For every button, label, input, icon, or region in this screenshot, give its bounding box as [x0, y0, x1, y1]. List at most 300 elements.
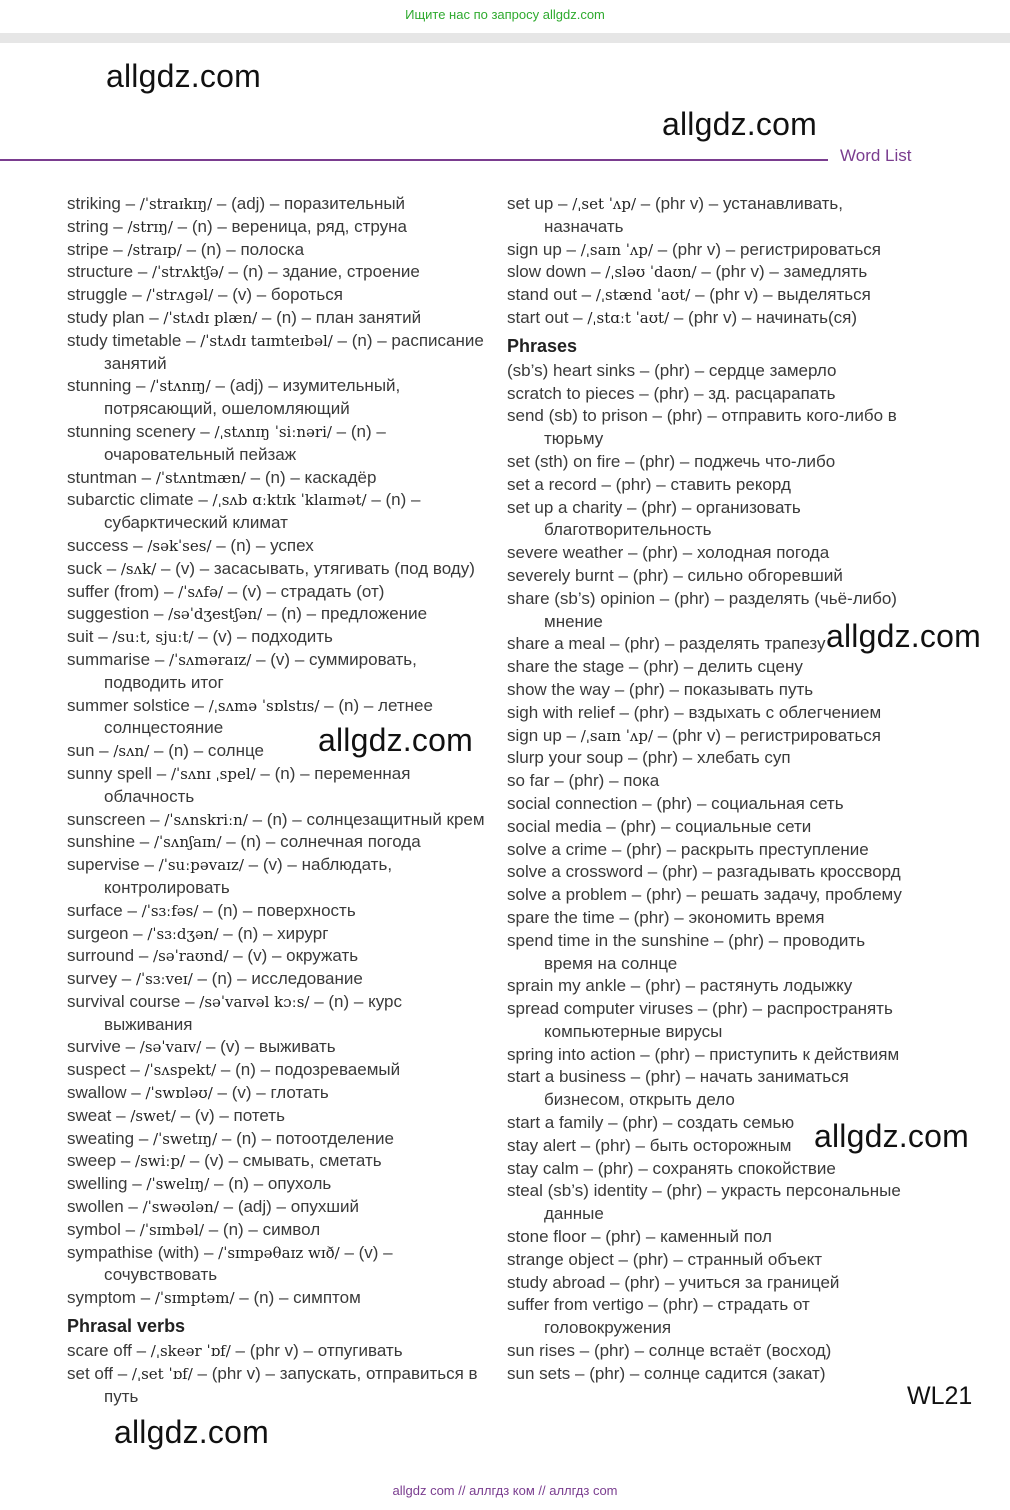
- entry-part-of-speech: (phr): [642, 748, 679, 768]
- list-item: severe weather – (phr) – холодная погода: [507, 543, 830, 563]
- entry-translation: здание, строение: [282, 262, 420, 282]
- entry-word: suggestion: [67, 604, 150, 624]
- entry-word: sweep: [67, 1151, 117, 1171]
- entry-word: start out: [507, 307, 569, 327]
- entry-part-of-speech: (n): [350, 421, 372, 441]
- entry-word: study timetable: [67, 330, 182, 350]
- entry-translation: делить сцену: [697, 657, 803, 677]
- entry-translation: устанавливать, назначать: [544, 194, 844, 236]
- entry-transcription: /ˈsʌməraɪz/: [169, 650, 252, 669]
- watermark: allgdz.com: [318, 722, 473, 758]
- entry-word: start a family: [507, 1113, 604, 1133]
- entry-word: swallow: [67, 1083, 127, 1103]
- entry-word: spring into action: [507, 1044, 636, 1064]
- entry-part-of-speech: (phr): [594, 1135, 631, 1155]
- entry-transcription: /ˈsʌnɪ ˌspel/: [170, 764, 256, 783]
- entry-translation: солнцезащитный крем: [306, 809, 485, 829]
- entry-transcription: /ˈsɪmpəθaɪz wɪð/: [218, 1243, 340, 1262]
- entry-part-of-speech: (phr): [666, 406, 703, 426]
- entry-translation: проводить время на солнце: [544, 930, 866, 973]
- entry-transcription: /ˈswɒləʊ/: [145, 1084, 213, 1103]
- list-item: survival course – /səˈvaɪvəl kɔːs/ – (n) – курс выживания: [67, 991, 402, 1034]
- list-item: stand out – /ˌstænd ˈaʊt/ – (phr v) – выделяться: [507, 285, 871, 305]
- entry-word: solve a crime: [507, 839, 608, 859]
- entry-word: scratch to pieces: [507, 383, 635, 403]
- entry-translation: запускать, отправиться в путь: [104, 1363, 478, 1406]
- entry-translation: вереница, ряд, струна: [231, 216, 408, 236]
- list-item: steal (sb’s) identity – (phr) – украсть персональные данные: [507, 1181, 901, 1224]
- entry-part-of-speech: (v): [194, 1105, 215, 1125]
- entry-translation: распространять компьютерные вирусы: [544, 999, 893, 1041]
- list-item: structure – /ˈstrʌktʃə/ – (n) – здание, строение: [67, 262, 420, 282]
- entry-part-of-speech: (phr): [645, 885, 682, 905]
- entry-part-of-speech: (n): [253, 1288, 275, 1308]
- entry-translation: быть осторожным: [649, 1135, 792, 1155]
- phrasal-verbs-list: [67, 1340, 487, 1408]
- entry-translation: замедлять: [783, 262, 868, 282]
- entry-word: severely burnt: [507, 565, 614, 585]
- entry-translation: поверхность: [257, 900, 356, 920]
- entry-part-of-speech: (n): [242, 262, 264, 282]
- entry-translation: солнце садится (закат): [644, 1363, 826, 1383]
- entry-part-of-speech: (n): [235, 1060, 256, 1080]
- entry-part-of-speech: (phr): [728, 930, 765, 950]
- list-item: suspect – /ˈsʌspekt/ – (n) – подозреваемый: [67, 1060, 401, 1080]
- entry-transcription: /swet/: [130, 1106, 176, 1125]
- entry-part-of-speech: (phr): [654, 1044, 691, 1064]
- list-item: sunscreen – /ˈsʌnskriːn/ – (n) – солнцезащитный крем: [67, 809, 485, 829]
- entry-translation: сохранять спокойствие: [652, 1158, 836, 1178]
- list-item: spring into action – (phr) – приступить к действиям: [507, 1044, 900, 1064]
- entry-word: sign up: [507, 239, 562, 259]
- entry-transcription: /ˈstʌdɪ taɪmteɪbəl/: [200, 331, 333, 350]
- list-item: spread computer viruses – (phr) – распространять компьютерные вирусы: [507, 999, 893, 1041]
- list-item: slurp your soup – (phr) – хлебать суп: [507, 748, 791, 768]
- entry-translation: полоска: [240, 239, 305, 259]
- list-item: sigh with relief – (phr) – вздыхать с облегчением: [507, 702, 882, 722]
- entry-word: share the stage: [507, 657, 625, 677]
- entry-part-of-speech: (v): [358, 1242, 379, 1262]
- footer-links[interactable]: allgdz com // аллгдз ком // аллгдз com: [392, 1483, 618, 1498]
- entry-part-of-speech: (phr): [644, 976, 681, 996]
- entry-word: share (sb’s) opinion: [507, 588, 656, 608]
- entry-transcription: /səˈvaɪv/: [139, 1038, 202, 1057]
- entry-translation: пока: [623, 771, 660, 791]
- entry-part-of-speech: (phr): [662, 1295, 699, 1315]
- list-item: set a record – (phr) – ставить рекорд: [507, 474, 791, 494]
- phrases-heading: Phrases: [507, 335, 578, 356]
- entry-part-of-speech: (phr): [622, 1113, 659, 1133]
- entry-part-of-speech: (adj): [229, 376, 264, 396]
- section-title: Word List: [840, 146, 912, 165]
- entry-part-of-speech: (n): [240, 832, 262, 852]
- entry-translation: начинать(ся): [756, 307, 858, 327]
- list-item: sweep – /swiːp/ – (v) – смывать, сметать: [67, 1151, 382, 1171]
- list-item: swollen – /ˈswəʊlən/ – (adj) – опухший: [67, 1197, 360, 1217]
- entry-word: scare off: [67, 1341, 132, 1361]
- entry-translation: разделять (чьё-либо) мнение: [544, 588, 897, 631]
- list-item: set up a charity – (phr) – организовать благотворительность: [507, 497, 801, 540]
- entry-translation: подозреваемый: [274, 1060, 401, 1080]
- list-item: sun sets – (phr) – солнце садится (закат): [507, 1363, 826, 1383]
- entry-transcription: /ˌsʌb ɑːktɪk ˈklaɪmət/: [212, 491, 367, 510]
- list-item: sun – /sʌn/ – (n) – солнце: [67, 741, 264, 761]
- entry-part-of-speech: (phr v): [709, 285, 759, 305]
- watermark: allgdz.com: [826, 618, 981, 654]
- entry-translation: сердце замерло: [708, 360, 837, 380]
- entry-word: supervise: [67, 855, 140, 875]
- entry-translation: летнее солнцестояние: [104, 695, 433, 738]
- entry-translation: разгадывать кроссворд: [716, 862, 901, 882]
- entry-translation: сильно обгоревший: [687, 565, 843, 585]
- entry-transcription: /ˌsləʊ ˈdaʊn/: [605, 263, 697, 282]
- entry-translation: ставить рекорд: [670, 474, 791, 494]
- entry-translation: наблюдать, контролировать: [104, 855, 393, 897]
- entry-part-of-speech: (n): [385, 490, 407, 510]
- entry-part-of-speech: (phr): [712, 999, 748, 1019]
- entry-transcription: /ˈswelɪŋ/: [146, 1175, 210, 1194]
- list-item: survey – /ˈsɜːveɪ/ – (n) – исследование: [67, 969, 363, 989]
- entry-transcription: /ˈstʌntmæn/: [155, 468, 246, 487]
- list-item: scare off – /ˌskeər ˈɒf/ – (phr v) – отпугивать: [67, 1341, 403, 1361]
- entry-transcription: /ˈstʌnɪŋ/: [150, 377, 211, 396]
- entry-transcription: /ˌstʌnɪŋ ˈsiːnəri/: [214, 422, 332, 441]
- entry-transcription: /ˈsɪmptəm/: [154, 1289, 235, 1308]
- entry-word: solve a crossword: [507, 862, 644, 882]
- entry-translation: зд. расцарапать: [708, 383, 836, 403]
- right-column: [507, 193, 917, 1386]
- entry-part-of-speech: (phr): [589, 1363, 626, 1383]
- entry-word: send (sb) to prison: [507, 406, 648, 426]
- entry-word: structure: [67, 262, 134, 282]
- list-item: solve a crime – (phr) – раскрыть преступление: [507, 839, 869, 859]
- entry-translation: потоотделение: [275, 1128, 394, 1148]
- list-item: set off – /ˌset ˈɒf/ – (phr v) – запускать, отправиться в путь: [67, 1363, 478, 1406]
- list-item: sun rises – (phr) – солнце встаёт (восход): [507, 1341, 832, 1361]
- list-item: sprain my ankle – (phr) – растянуть лодыжку: [507, 976, 853, 996]
- entry-word: suffer from vertigo: [507, 1295, 644, 1315]
- entry-transcription: /ˈsʌnʃaɪn/: [153, 833, 222, 852]
- entry-part-of-speech: (v): [247, 946, 268, 966]
- entry-transcription: /strɪŋ/: [127, 217, 173, 236]
- entry-transcription: /straɪp/: [127, 240, 182, 259]
- entry-part-of-speech: (n): [276, 307, 297, 327]
- entry-transcription: /səˈvaɪvəl kɔːs/: [199, 992, 310, 1011]
- list-item: sympathise (with) – /ˈsɪmpəθaɪz wɪð/ – (v) – сочувствовать: [67, 1242, 393, 1285]
- entry-part-of-speech: (v): [212, 627, 233, 647]
- entry-translation: регистрироваться: [739, 239, 882, 259]
- entry-word: set up a charity: [507, 497, 623, 517]
- entry-part-of-speech: (phr): [624, 1272, 661, 1292]
- entry-part-of-speech: (phr): [653, 383, 690, 403]
- entry-part-of-speech: (phr): [643, 657, 680, 677]
- list-item: slow down – /ˌsləʊ ˈdaʊn/ – (phr v) – замедлять: [507, 262, 868, 282]
- entry-transcription: /ˈstʌdɪ plæn/: [163, 308, 258, 327]
- entry-word: start a business: [507, 1067, 627, 1087]
- entry-part-of-speech: (n): [168, 741, 189, 761]
- entry-part-of-speech: (adj): [231, 194, 266, 213]
- list-item: solve a crossword – (phr) – разгадывать кроссворд: [507, 862, 901, 882]
- entry-word: study plan: [67, 307, 145, 327]
- entry-word: slurp your soup: [507, 748, 624, 768]
- entry-part-of-speech: (n): [230, 535, 252, 555]
- entry-transcription: /səkˈses/: [147, 536, 212, 555]
- entry-translation: симптом: [293, 1288, 361, 1308]
- entry-part-of-speech: (v): [241, 581, 262, 601]
- entry-translation: отпугивать: [317, 1341, 403, 1361]
- entry-word: sunny spell: [67, 763, 153, 783]
- entry-part-of-speech: (n): [266, 809, 288, 829]
- entry-translation: потеть: [233, 1105, 285, 1125]
- entry-part-of-speech: (phr v): [715, 262, 765, 282]
- entry-translation: глотать: [270, 1083, 329, 1103]
- entry-word: social connection: [507, 793, 638, 813]
- left-column: [67, 193, 487, 1408]
- list-item: symptom – /ˈsɪmptəm/ – (n) – симптом: [67, 1288, 361, 1308]
- header-rule: [0, 159, 828, 161]
- entry-word: string: [67, 216, 109, 236]
- entry-word: summer solstice: [67, 695, 190, 715]
- list-item: stay calm – (phr) – сохранять спокойствие: [507, 1158, 836, 1178]
- entry-part-of-speech: (n): [338, 695, 360, 715]
- entry-word: social media: [507, 816, 602, 836]
- entry-translation: отправить кого-либо в тюрьму: [544, 406, 897, 449]
- list-item: struggle – /ˈstrʌɡəl/ – (v) – бороться: [67, 285, 343, 305]
- entry-part-of-speech: (phr): [626, 839, 662, 859]
- entry-part-of-speech: (v): [270, 649, 291, 669]
- entry-translation: солнце встаёт (восход): [648, 1341, 832, 1361]
- entry-translation: бороться: [270, 285, 343, 305]
- entry-transcription: /sʌn/: [113, 742, 150, 761]
- entry-transcription: /ˈstraɪkɪŋ/: [139, 195, 213, 213]
- entry-part-of-speech: (phr v): [671, 725, 722, 745]
- entry-part-of-speech: (phr): [620, 816, 657, 836]
- entry-word: spread computer viruses: [507, 999, 694, 1019]
- entry-part-of-speech: (n): [200, 239, 222, 259]
- entry-translation: переменная облачность: [104, 763, 411, 806]
- entry-part-of-speech: (n): [351, 330, 373, 350]
- entry-word: severe weather: [507, 543, 624, 563]
- watermark: allgdz.com: [814, 1118, 969, 1154]
- list-item: (sb’s) heart sinks – (phr) – сердце замерло: [507, 360, 837, 380]
- entry-part-of-speech: (phr): [632, 565, 669, 585]
- entry-transcription: /ˈsɜːfəs/: [141, 901, 199, 920]
- entry-translation: каскадёр: [304, 467, 377, 487]
- entry-part-of-speech: (phr): [666, 1181, 703, 1201]
- entry-part-of-speech: (v): [204, 1151, 224, 1171]
- entry-part-of-speech: (phr): [673, 588, 710, 608]
- list-item: summer solstice – /ˌsʌmə ˈsɒlstɪs/ – (n) – летнее солнцестояние: [67, 695, 433, 738]
- entry-word: so far: [507, 771, 550, 791]
- entry-word: struggle: [67, 285, 128, 305]
- entry-translation: страдать от головокружения: [544, 1295, 810, 1338]
- list-item: sweat – /swet/ – (v) – потеть: [67, 1105, 285, 1125]
- entry-translation: суммировать, подводить итог: [104, 649, 417, 692]
- entry-word: (sb’s) heart sinks: [507, 360, 636, 380]
- entry-transcription: /swiːp/: [135, 1152, 186, 1171]
- phrasal-verbs-heading: Phrasal verbs: [67, 1316, 186, 1337]
- entry-translation: опухший: [290, 1197, 360, 1217]
- list-item: social connection – (phr) – социальная сеть: [507, 793, 844, 813]
- entry-word: surround: [67, 946, 135, 966]
- entry-word: set off: [67, 1363, 113, 1383]
- list-item: spend time in the sunshine – (phr) – проводить время на солнце: [507, 930, 866, 973]
- entry-translation: символ: [262, 1219, 321, 1239]
- entry-translation: выживать: [258, 1037, 336, 1057]
- entry-part-of-speech: (phr): [639, 451, 676, 471]
- entry-word: share a meal: [507, 634, 606, 654]
- entry-part-of-speech: (n): [274, 763, 296, 783]
- entry-transcription: /ˌskeər ˈɒf/: [150, 1342, 231, 1361]
- entry-transcription: /səˈraʊnd/: [153, 947, 229, 966]
- list-item: surround – /səˈraʊnd/ – (v) – окружать: [67, 946, 359, 966]
- entry-translation: растянуть лодыжку: [699, 976, 853, 996]
- list-item: string – /strɪŋ/ – (n) – вереница, ряд, струна: [67, 216, 408, 236]
- list-item: stuntman – /ˈstʌntmæn/ – (n) – каскадёр: [67, 467, 377, 487]
- entry-word: stunning scenery: [67, 421, 196, 441]
- entry-word: show the way: [507, 679, 610, 699]
- list-item: sweating – /ˈswetɪŋ/ – (n) – потоотделение: [67, 1128, 394, 1148]
- list-item: strange object – (phr) – странный объект: [507, 1249, 823, 1269]
- entry-part-of-speech: (phr v): [671, 239, 722, 259]
- list-item: suck – /sʌk/ – (v) – засасывать, утягивать (под воду): [67, 558, 475, 578]
- list-item: summarise – /ˈsʌməraɪz/ – (v) – суммировать, подводить итог: [67, 649, 417, 692]
- entry-translation: окружать: [286, 946, 359, 966]
- entry-part-of-speech: (v): [175, 558, 195, 578]
- list-item: suffer from vertigo – (phr) – страдать от головокружения: [507, 1295, 810, 1338]
- list-item: study timetable – /ˈstʌdɪ taɪmteɪbəl/ – (n) – расписание занятий: [67, 330, 484, 373]
- entry-translation: субарктический климат: [104, 513, 288, 533]
- entry-part-of-speech: (phr): [632, 1249, 669, 1269]
- entry-translation: каменный пол: [660, 1227, 772, 1247]
- entry-word: survey: [67, 969, 118, 989]
- entry-word: surface: [67, 900, 123, 920]
- entry-word: sun sets: [507, 1363, 571, 1383]
- entry-translation: регистрироваться: [739, 725, 882, 745]
- entry-transcription: /ˌset ˈʌp/: [572, 195, 637, 213]
- entry-translation: создать семью: [677, 1113, 795, 1133]
- list-item: surgeon – /ˈsɜːdʒən/ – (n) – хирург: [67, 923, 329, 943]
- entry-part-of-speech: (phr): [628, 679, 665, 699]
- list-item: study plan – /ˈstʌdɪ plæn/ – (n) – план занятий: [67, 307, 422, 327]
- entry-translation: засасывать, утягивать (под воду): [213, 558, 475, 578]
- list-item: success – /səkˈses/ – (n) – успех: [67, 535, 314, 555]
- list-item: set up – /ˌset ˈʌp/ – (phr v) – устанавливать, назначать: [507, 194, 844, 236]
- list-item: show the way – (phr) – показывать путь: [507, 679, 814, 699]
- entry-word: suffer (from): [67, 581, 160, 601]
- entry-transcription: /ˈsɜːveɪ/: [135, 970, 193, 989]
- entry-translation: холодная погода: [696, 543, 830, 563]
- entry-part-of-speech: (n): [228, 1174, 249, 1194]
- entry-word: sprain my ankle: [507, 976, 627, 996]
- entry-part-of-speech: (n): [236, 1128, 257, 1148]
- list-item: share (sb’s) opinion – (phr) – разделять (чьё-либо) мнение: [507, 588, 897, 631]
- entry-word: stay calm: [507, 1158, 579, 1178]
- entry-translation: начать заниматься бизнесом, открыть дело: [544, 1067, 849, 1110]
- entry-part-of-speech: (phr): [642, 543, 679, 563]
- entry-part-of-speech: (phr): [654, 360, 690, 380]
- entry-word: stunning: [67, 376, 132, 396]
- entry-word: strange object: [507, 1249, 614, 1269]
- list-item: spare the time – (phr) – экономить время: [507, 907, 825, 927]
- entry-transcription: /səˈdʒestʃən/: [168, 605, 263, 624]
- entry-part-of-speech: (phr): [615, 474, 652, 494]
- entry-transcription: /sʌk/: [120, 559, 157, 578]
- entry-word: suit: [67, 627, 94, 647]
- entry-word: suck: [67, 558, 102, 578]
- entry-word: sign up: [507, 725, 562, 745]
- entry-part-of-speech: (v): [232, 285, 253, 305]
- entry-transcription: /ˌsaɪn ˈʌp/: [580, 240, 654, 259]
- entry-translation: организовать благотворительность: [544, 497, 801, 540]
- entry-transcription: /ˈsʌspekt/: [144, 1061, 217, 1080]
- entry-translation: приступить к действиям: [709, 1044, 900, 1064]
- entry-part-of-speech: (phr): [605, 1227, 642, 1247]
- entry-part-of-speech: (n): [217, 900, 239, 920]
- top-bar: [0, 33, 1010, 43]
- entry-word: subarctic climate: [67, 490, 194, 510]
- list-item: so far – (phr) – пока: [507, 771, 660, 791]
- entry-transcription: /ˈsʌnskriːn/: [164, 810, 248, 829]
- entry-translation: социальная сеть: [711, 793, 844, 813]
- entry-part-of-speech: (phr v): [654, 194, 705, 213]
- list-item: stripe – /straɪp/ – (n) – полоска: [67, 239, 305, 259]
- entry-part-of-speech: (adj): [237, 1197, 272, 1217]
- entry-word: sigh with relief: [507, 702, 615, 722]
- list-item: subarctic climate – /ˌsʌb ɑːktɪk ˈklaɪmət/ – (n) – субарктический климат: [67, 490, 421, 533]
- list-item: symbol – /ˈsɪmbəl/ – (n) – символ: [67, 1219, 321, 1239]
- list-item: start out – /ˌstɑːt ˈaʊt/ – (phr v) – начинать(ся): [507, 307, 858, 327]
- entry-translation: предложение: [320, 604, 428, 624]
- entry-translation: исследование: [251, 969, 363, 989]
- entry-transcription: /ˌsaɪn ˈʌp/: [580, 726, 654, 745]
- entry-word: stripe: [67, 239, 109, 259]
- phrasal-verbs-list-continued: [507, 193, 917, 330]
- entry-word: survival course: [67, 991, 181, 1011]
- entry-word: swelling: [67, 1174, 128, 1194]
- entry-word: sunscreen: [67, 809, 146, 829]
- entry-transcription: /ˌset ˈɒf/: [131, 1364, 193, 1383]
- entry-transcription: /ˈsɜːdʒən/: [147, 924, 219, 943]
- entry-word: suspect: [67, 1060, 126, 1080]
- entry-transcription: /ˈsuːpəvaɪz/: [158, 856, 244, 875]
- entry-word: striking: [67, 194, 121, 213]
- entry-word: study abroad: [507, 1272, 606, 1292]
- page-number: WL21: [907, 1382, 973, 1410]
- entry-transcription: /ˈstrʌktʃə/: [152, 263, 224, 282]
- watermark: allgdz.com: [106, 58, 261, 94]
- entry-translation: разделять трапезу: [679, 634, 826, 654]
- entry-part-of-speech: (phr): [633, 907, 670, 927]
- entry-word: summarise: [67, 649, 151, 669]
- entry-translation: опухоль: [267, 1174, 332, 1194]
- entry-part-of-speech: (phr v): [211, 1363, 261, 1383]
- entry-transcription: /suːt, sjuːt/: [112, 628, 194, 647]
- entry-translation: расписание занятий: [104, 330, 484, 373]
- list-item: start a business – (phr) – начать заниматься бизнесом, открыть дело: [507, 1067, 849, 1110]
- entry-part-of-speech: (n): [237, 923, 259, 943]
- list-item: sign up – /ˌsaɪn ˈʌp/ – (phr v) – регистрироваться: [507, 725, 882, 745]
- entry-translation: экономить время: [688, 907, 825, 927]
- entry-word: stone floor: [507, 1227, 587, 1247]
- entry-part-of-speech: (n): [328, 991, 350, 1011]
- entry-transcription: /ˌsʌmə ˈsɒlstɪs/: [208, 696, 320, 715]
- top-banner[interactable]: Ищите нас по запросу allgdz.com: [405, 7, 605, 22]
- entry-translation: учиться за границей: [679, 1272, 840, 1292]
- entry-translation: солнечная погода: [280, 832, 421, 852]
- entry-word: set up: [507, 194, 554, 213]
- watermark: allgdz.com: [662, 106, 817, 142]
